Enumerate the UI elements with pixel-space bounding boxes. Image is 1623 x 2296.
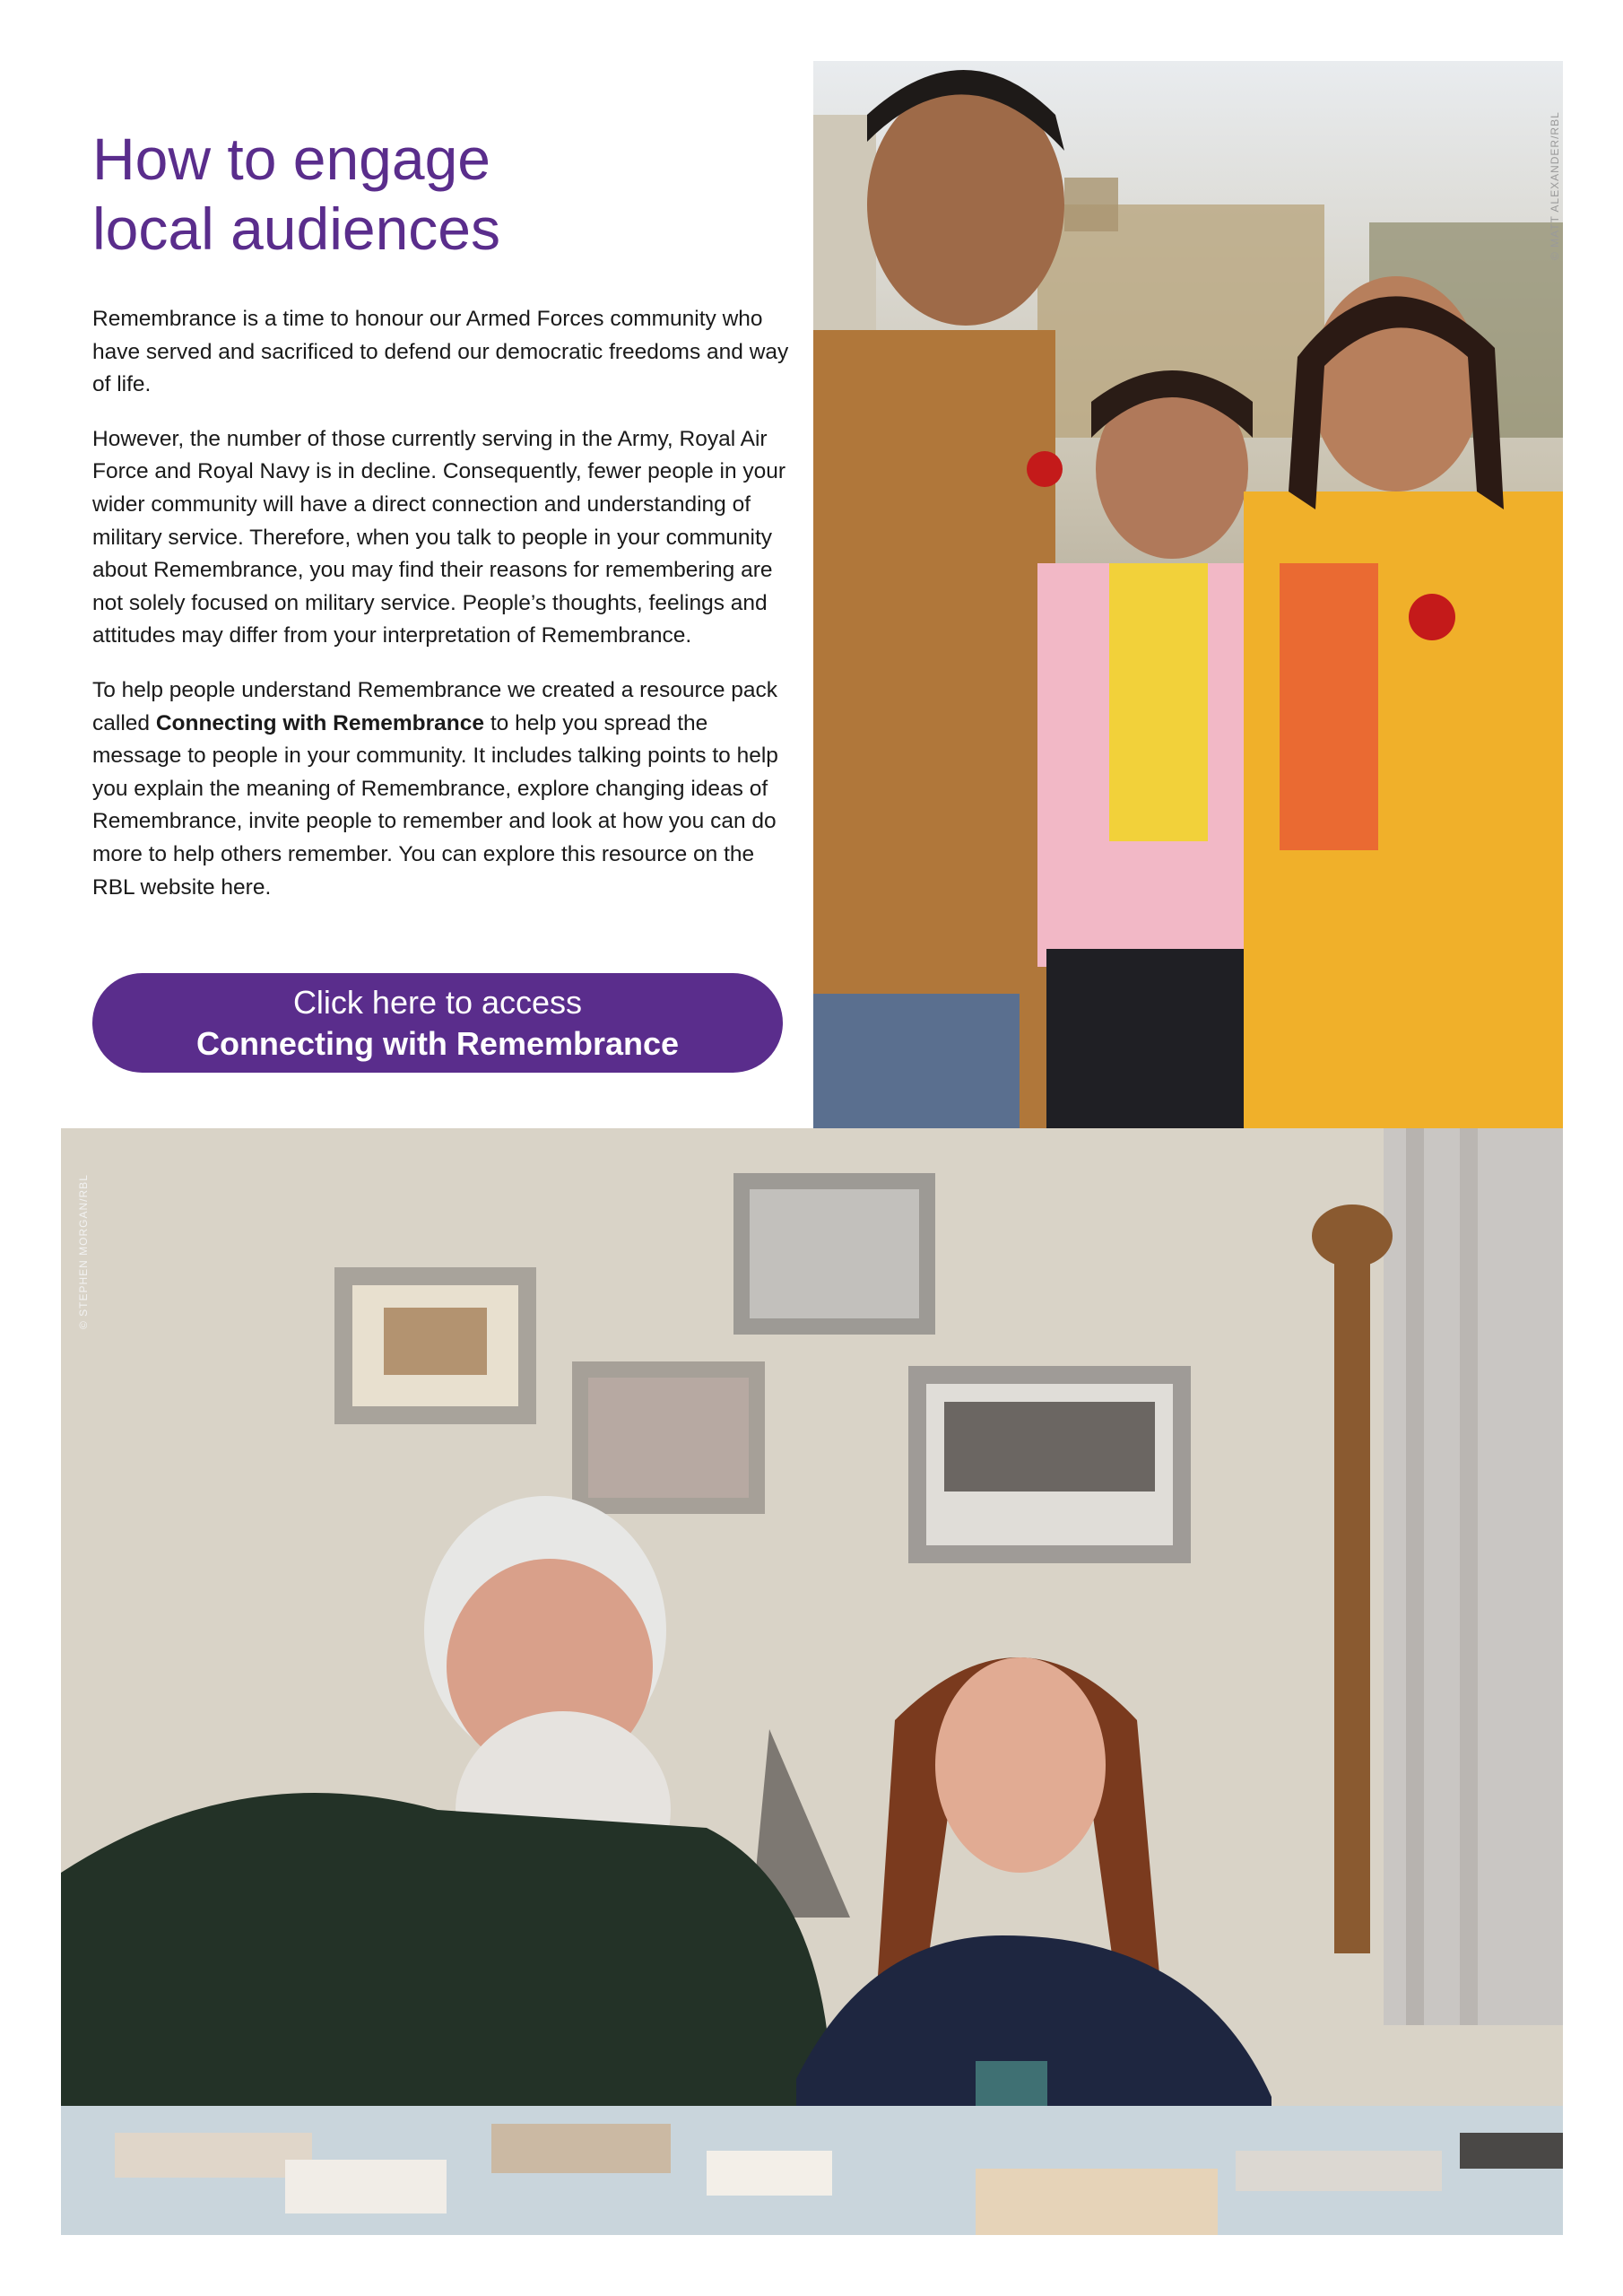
family-photo-illustration (813, 61, 1563, 1128)
paragraph-1: Remembrance is a time to honour our Armed Forces community who have served and sacrificed to defend our democratic freedoms and way of life. (92, 307, 789, 397)
paragraph-3 (92, 674, 792, 904)
access-resource-button-line-2: Connecting with Remembrance (195, 1024, 680, 1062)
paragraph-2: However, the number of those currently serving in the Army, Royal Air Force and Royal Navy is in decline. Consequently, fewer people in your wider community will have a direct connection and understanding of military service. Therefore, when you talk to people in your community about Remembrance, you may find their reasons for remembering are not solely focused on military service. People’s thoughts, feelings and attitudes may differ from your interpretation of Remembrance. (92, 426, 786, 648)
body-text (92, 303, 792, 926)
paragraph-3-text-end: to help you spread the message to people in your community. It includes talking points to help you explain the meaning of Remembrance, explore changing ideas of Remembrance, invite people to remember and look at how you can do more to help others remember. You can explore this resource on the RBL website here. (92, 710, 778, 900)
page-title (92, 124, 792, 264)
memories-photo (61, 1128, 1563, 2235)
paragraph-3-resource-name: Connecting with Remembrance (155, 710, 485, 735)
paragraph-3-text-start: To help people understand Remembrance we created a resource pack called (92, 677, 778, 735)
bottom-photo-credit: © STEPHEN MORGAN/RBL (77, 1174, 90, 1329)
top-photo-credit: © MATT ALEXANDER/RBL (1549, 111, 1561, 260)
family-photo (813, 61, 1563, 1128)
access-resource-button-line-1: Click here to access (292, 983, 583, 1021)
access-resource-button[interactable] (92, 973, 783, 1073)
memories-photo-illustration (61, 1128, 1563, 2235)
page-title-line-1: How to engage (92, 126, 490, 192)
page-title-line-2: local audiences (92, 196, 500, 262)
